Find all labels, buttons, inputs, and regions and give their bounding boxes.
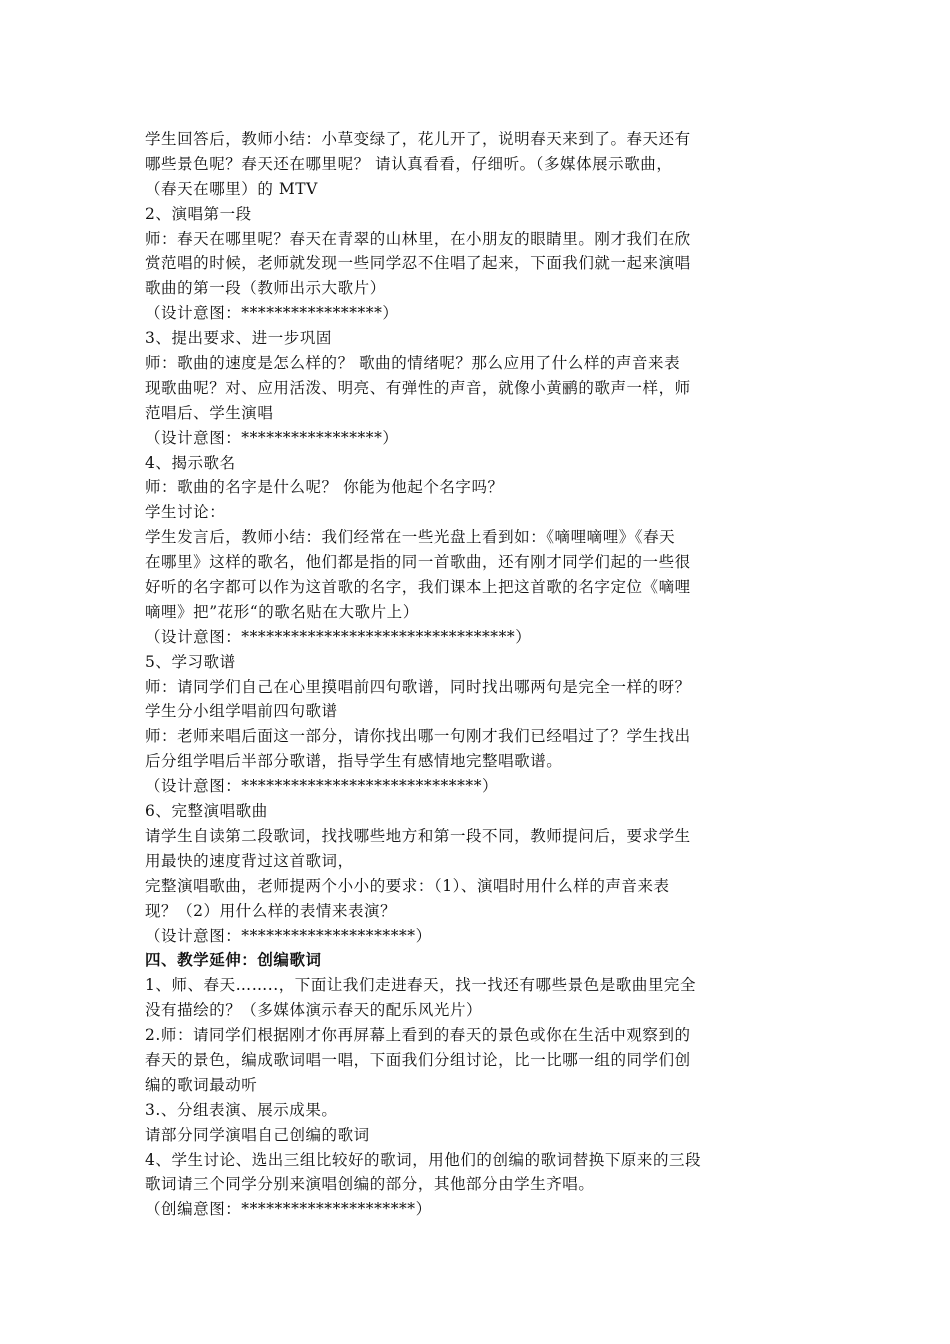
text-line: 春天的景色，编成歌词唱一唱，下面我们分组讨论，比一比哪一组的同学们创	[145, 1050, 691, 1069]
text-line: 3.、分组表演、展示成果。	[145, 1100, 338, 1119]
design-intent-note: （设计意图：*****************）	[145, 304, 399, 323]
text-line: 赏范唱的时候，老师就发现一些同学忍不住唱了起来，下面我们就一起来演唱	[145, 254, 691, 273]
text-line: 学生讨论：	[145, 503, 226, 522]
text-line: 学生分小组学唱前四句歌谱	[145, 702, 338, 721]
section-heading: 3、提出要求、进一步巩固	[145, 329, 332, 348]
design-intent-note: （创编意图：*********************）	[145, 1200, 432, 1219]
text-line: 学生发言后，教师小结：我们经常在一些光盘上看到如：《嘀哩嘀哩》《春天	[145, 528, 676, 547]
text-line: 请学生自读第二段歌词，找找哪些地方和第一段不同，教师提问后，要求学生	[145, 826, 691, 845]
text-line: 4、学生讨论、选出三组比较好的歌词，用他们的创编的歌词替换下原来的三段	[145, 1150, 702, 1169]
text-line: 现歌曲呢？对、应用活泼、明亮、有弹性的声音，就像小黄鹂的歌声一样，师	[145, 378, 691, 397]
text-line: 好听的名字都可以作为这首歌的名字，我们课本上把这首歌的名字定位《嘀哩	[145, 578, 691, 597]
section-heading: 4、揭示歌名	[145, 453, 236, 472]
document-body	[145, 127, 810, 1222]
text-line: 嘀哩》把”花形“的歌名贴在大歌片上）	[145, 602, 419, 621]
text-line: 2.师：请同学们根据刚才你再屏幕上看到的春天的景色或你在生活中观察到的	[145, 1026, 691, 1045]
design-intent-note: （设计意图：*****************）	[145, 428, 399, 447]
text-line: 编的歌词最动听	[145, 1075, 258, 1094]
section-heading: 5、学习歌谱	[145, 652, 236, 671]
text-line: 现？（2）用什么样的表情来表演？	[145, 901, 397, 920]
text-line: 1、师、春天……..，下面让我们走进春天，找一找还有哪些景色是歌曲里完全	[145, 976, 697, 995]
text-line: 歌曲的第一段（教师出示大歌片）	[145, 279, 386, 298]
text-line: 师：老师来唱后面这一部分，请你找出哪一句刚才我们已经唱过了？学生找出	[145, 727, 691, 746]
text-line: 师：歌曲的速度是怎么样的？ 歌曲的情绪呢？那么应用了什么样的声音来表	[145, 354, 681, 373]
text-line: 学生回答后，教师小结：小草变绿了，花儿开了，说明春天来到了。春天还有	[145, 130, 691, 148]
section-heading: 6、完整演唱歌曲	[145, 802, 268, 821]
text-line: 在哪里》这样的歌名，他们都是指的同一首歌曲，还有刚才同学们起的一些很	[145, 553, 691, 572]
text-line: 师：春天在哪里呢？春天在青翠的山林里，在小朋友的眼睛里。刚才我们在欣	[145, 229, 691, 248]
text-line: （春天在哪里）的 MTV	[145, 179, 318, 198]
design-intent-note: （设计意图：*********************）	[145, 926, 432, 945]
text-line: 用最快的速度背过这首歌词，	[145, 851, 354, 870]
text-line: 师：请同学们自己在心里摸唱前四句歌谱，同时找出哪两句是完全一样的呀？	[145, 677, 691, 696]
text-line: 歌词请三个同学分别来演唱创编的部分，其他部分由学生齐唱。	[145, 1175, 595, 1194]
section-heading: 2、演唱第一段	[145, 204, 252, 223]
text-line: 完整演唱歌曲，老师提两个小小的要求：（1）、演唱时用什么样的声音来表	[145, 876, 670, 895]
text-line: 师：歌曲的名字是什么呢？ 你能为他起个名字吗？	[145, 478, 504, 497]
text-line: 没有描绘的？（多媒体演示春天的配乐风光片）	[145, 1001, 483, 1020]
text-line: 请部分同学演唱自己创编的歌词	[145, 1125, 370, 1144]
text-line: 范唱后、学生演唱	[145, 403, 274, 422]
text-line: 哪些景色呢？春天还在哪里呢？ 请认真看看，仔细听。（多媒体展示歌曲，	[145, 154, 673, 173]
chapter-heading: 四、教学延伸：创编歌词	[145, 950, 322, 970]
design-intent-note: （设计意图：*****************************）	[145, 777, 499, 796]
design-intent-note: （设计意图：*********************************）	[145, 627, 532, 646]
text-line: 后分组学唱后半部分歌谱，指导学生有感情地完整唱歌谱。	[145, 752, 563, 771]
